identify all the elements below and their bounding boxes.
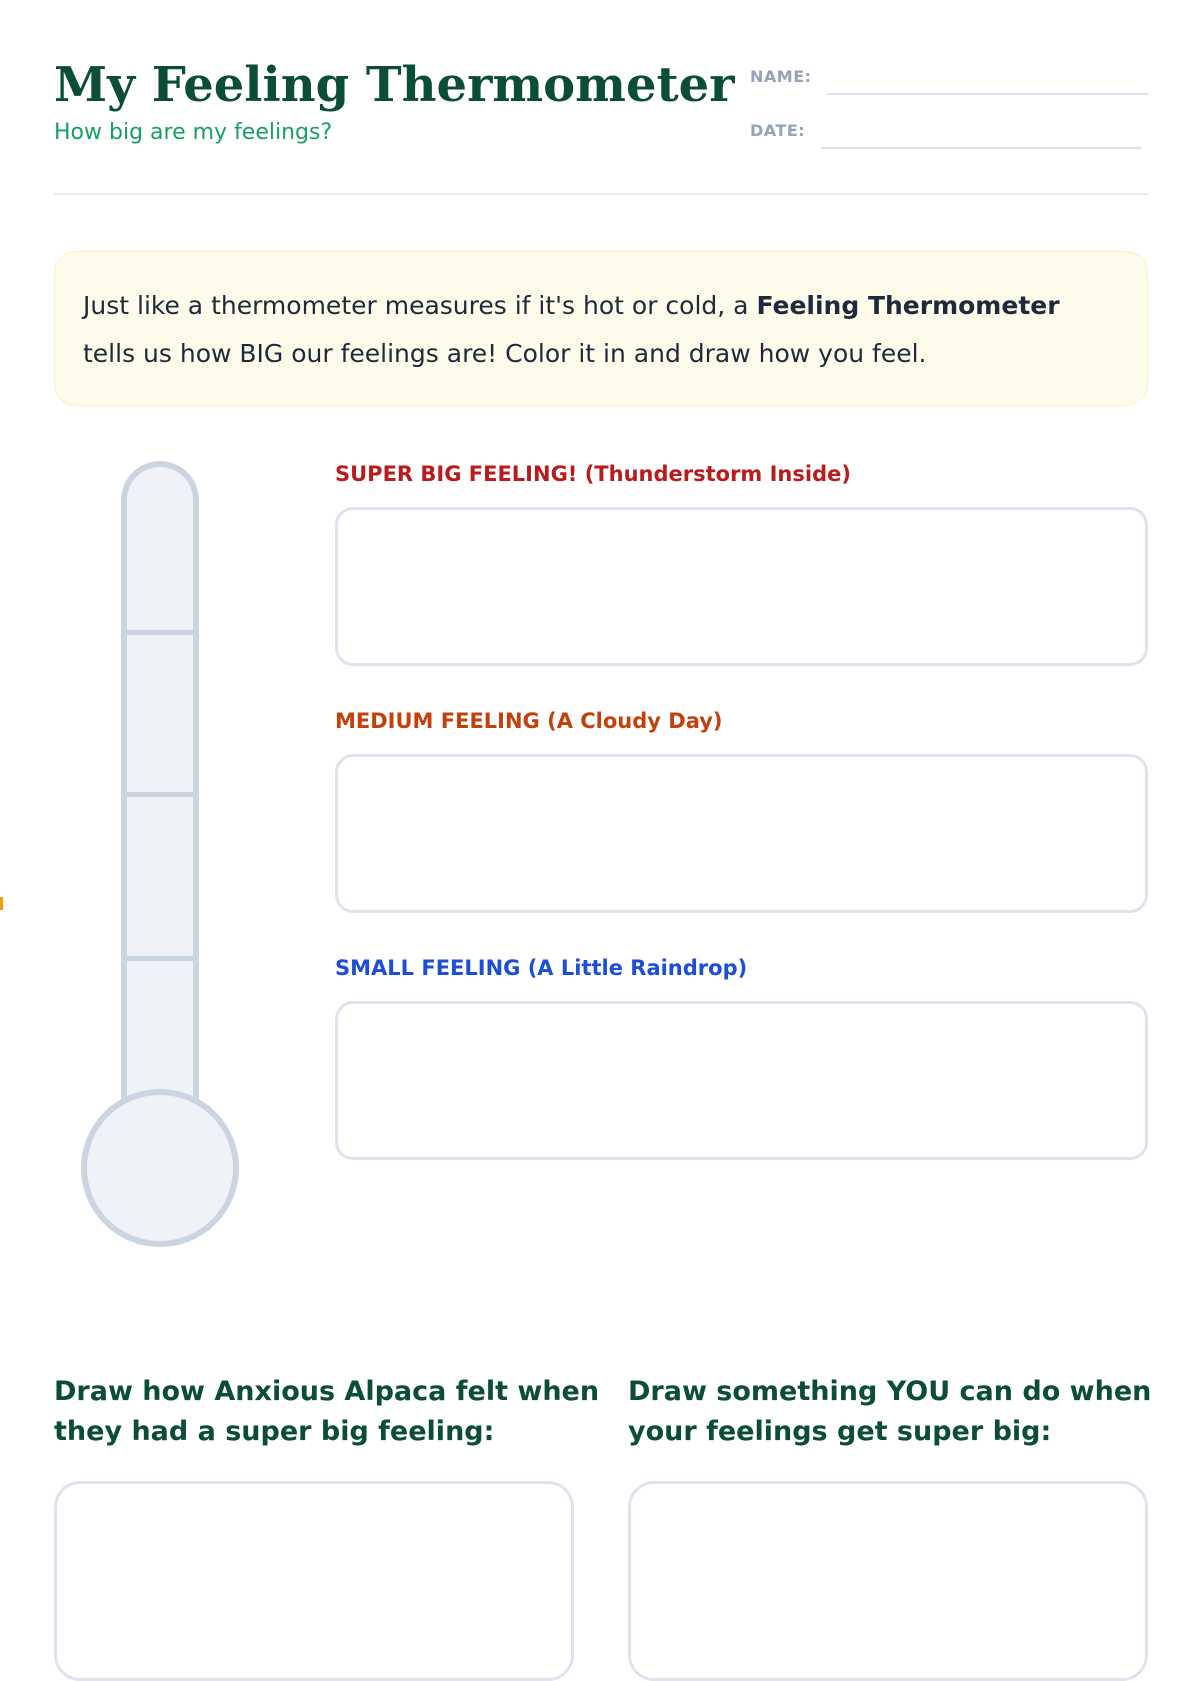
- level-box-super-big[interactable]: [335, 507, 1148, 666]
- level-label-medium: MEDIUM FEELING (A Cloudy Day): [335, 709, 723, 733]
- thermometer-bulb[interactable]: [81, 1089, 239, 1247]
- name-field[interactable]: [827, 93, 1148, 95]
- level-label-small: SMALL FEELING (A Little Raindrop): [335, 956, 748, 980]
- thermometer-tick-upper: [121, 630, 199, 635]
- level-box-small[interactable]: [335, 1001, 1148, 1160]
- edge-mark: [0, 897, 3, 910]
- thermometer-tick-lower: [121, 956, 199, 961]
- thermometer-tick-middle: [121, 792, 199, 797]
- thermometer-tube[interactable]: [121, 461, 199, 1111]
- date-field[interactable]: [821, 147, 1141, 149]
- level-box-medium[interactable]: [335, 754, 1148, 913]
- prompt-you: Draw something YOU can do when your feelings get super big:: [628, 1376, 1152, 1447]
- level-label-super-big: SUPER BIG FEELING! (Thunderstorm Inside): [335, 462, 851, 486]
- intro-bold-term: Feeling Thermometer: [756, 291, 1060, 320]
- drawing-box-alpaca[interactable]: [54, 1481, 574, 1681]
- drawing-box-you[interactable]: [628, 1481, 1148, 1681]
- intro-text: Just like a thermometer measures if it's hot or cold, a Feeling Thermometer tells us how BIG our feelings are! Color it in and draw how you feel.: [83, 291, 1060, 368]
- name-label: NAME:: [750, 67, 812, 86]
- header-divider: [54, 193, 1148, 195]
- intro-box: [54, 251, 1148, 406]
- prompt-alpaca: Draw how Anxious Alpaca felt when they had a super big feeling:: [54, 1376, 600, 1447]
- page-title: My Feeling Thermometer: [54, 57, 735, 113]
- date-label: DATE:: [750, 121, 806, 140]
- page-subtitle: How big are my feelings?: [54, 120, 333, 145]
